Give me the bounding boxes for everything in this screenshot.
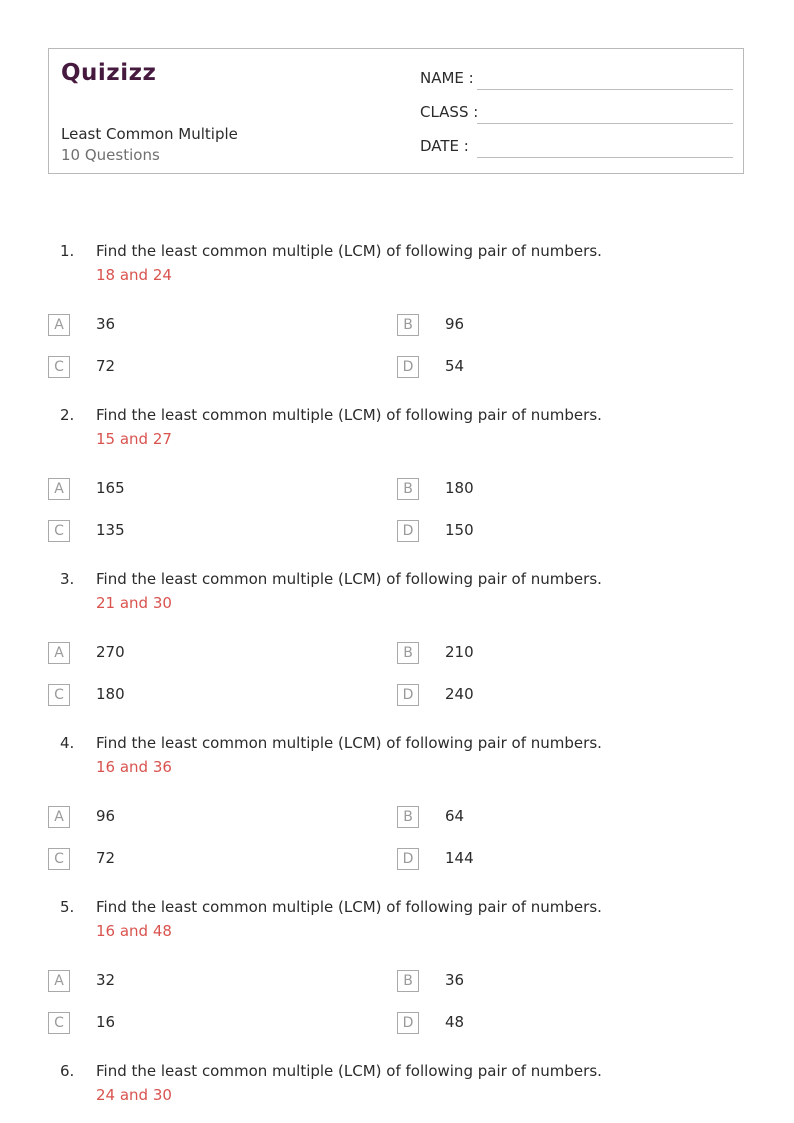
option-b-box[interactable]: B — [397, 642, 419, 664]
option-d-text: 54 — [445, 357, 465, 375]
option-a-box[interactable]: A — [48, 478, 70, 500]
option-b-box[interactable]: B — [397, 314, 419, 336]
option-d-box[interactable]: D — [397, 684, 419, 706]
option-b-text: 180 — [445, 479, 474, 497]
question-count: 10 Questions — [61, 146, 160, 164]
class-label: CLASS : — [420, 103, 479, 121]
option-c-box[interactable]: C — [48, 684, 70, 706]
option-a-text: 96 — [96, 807, 116, 825]
question-number: 3. — [60, 570, 75, 588]
question-text: Find the least common multiple (LCM) of following pair of numbers. — [96, 734, 602, 752]
question-text: Find the least common multiple (LCM) of following pair of numbers. — [96, 406, 602, 424]
question-number: 2. — [60, 406, 75, 424]
question-number: 1. — [60, 242, 75, 260]
question-text: Find the least common multiple (LCM) of following pair of numbers. — [96, 570, 602, 588]
option-d-text: 150 — [445, 521, 474, 539]
option-b-text: 64 — [445, 807, 465, 825]
question-numbers: 21 and 30 — [96, 594, 172, 612]
question-number: 4. — [60, 734, 75, 752]
option-a-text: 270 — [96, 643, 125, 661]
option-c-text: 180 — [96, 685, 125, 703]
option-c-box[interactable]: C — [48, 1012, 70, 1034]
option-a-box[interactable]: A — [48, 642, 70, 664]
option-c-box[interactable]: C — [48, 520, 70, 542]
class-line[interactable] — [477, 123, 733, 124]
quizizz-logo: Quizizz — [61, 60, 157, 86]
option-d-box[interactable]: D — [397, 1012, 419, 1034]
question-text: Find the least common multiple (LCM) of following pair of numbers. — [96, 1062, 602, 1080]
option-a-box[interactable]: A — [48, 970, 70, 992]
option-d-box[interactable]: D — [397, 848, 419, 870]
option-c-text: 72 — [96, 357, 116, 375]
option-d-box[interactable]: D — [397, 356, 419, 378]
option-a-box[interactable]: A — [48, 314, 70, 336]
worksheet-title: Least Common Multiple — [61, 125, 238, 143]
question-number: 6. — [60, 1062, 75, 1080]
question-number: 5. — [60, 898, 75, 916]
name-label: NAME : — [420, 69, 474, 87]
worksheet-header — [48, 48, 744, 174]
option-d-box[interactable]: D — [397, 520, 419, 542]
date-label: DATE : — [420, 137, 469, 155]
option-c-text: 16 — [96, 1013, 116, 1031]
question-text: Find the least common multiple (LCM) of following pair of numbers. — [96, 242, 602, 260]
option-c-box[interactable]: C — [48, 848, 70, 870]
option-d-text: 144 — [445, 849, 474, 867]
option-b-box[interactable]: B — [397, 478, 419, 500]
question-text: Find the least common multiple (LCM) of following pair of numbers. — [96, 898, 602, 916]
question-numbers: 16 and 36 — [96, 758, 172, 776]
option-a-text: 36 — [96, 315, 116, 333]
option-c-text: 72 — [96, 849, 116, 867]
option-a-box[interactable]: A — [48, 806, 70, 828]
date-line[interactable] — [477, 157, 733, 158]
option-b-box[interactable]: B — [397, 806, 419, 828]
question-numbers: 15 and 27 — [96, 430, 172, 448]
option-b-text: 36 — [445, 971, 465, 989]
option-b-box[interactable]: B — [397, 970, 419, 992]
option-a-text: 165 — [96, 479, 125, 497]
option-c-text: 135 — [96, 521, 125, 539]
option-c-box[interactable]: C — [48, 356, 70, 378]
option-b-text: 210 — [445, 643, 474, 661]
option-d-text: 240 — [445, 685, 474, 703]
question-numbers: 24 and 30 — [96, 1086, 172, 1104]
option-d-text: 48 — [445, 1013, 465, 1031]
question-numbers: 18 and 24 — [96, 266, 172, 284]
question-numbers: 16 and 48 — [96, 922, 172, 940]
option-a-text: 32 — [96, 971, 116, 989]
name-line[interactable] — [477, 89, 733, 90]
option-b-text: 96 — [445, 315, 465, 333]
